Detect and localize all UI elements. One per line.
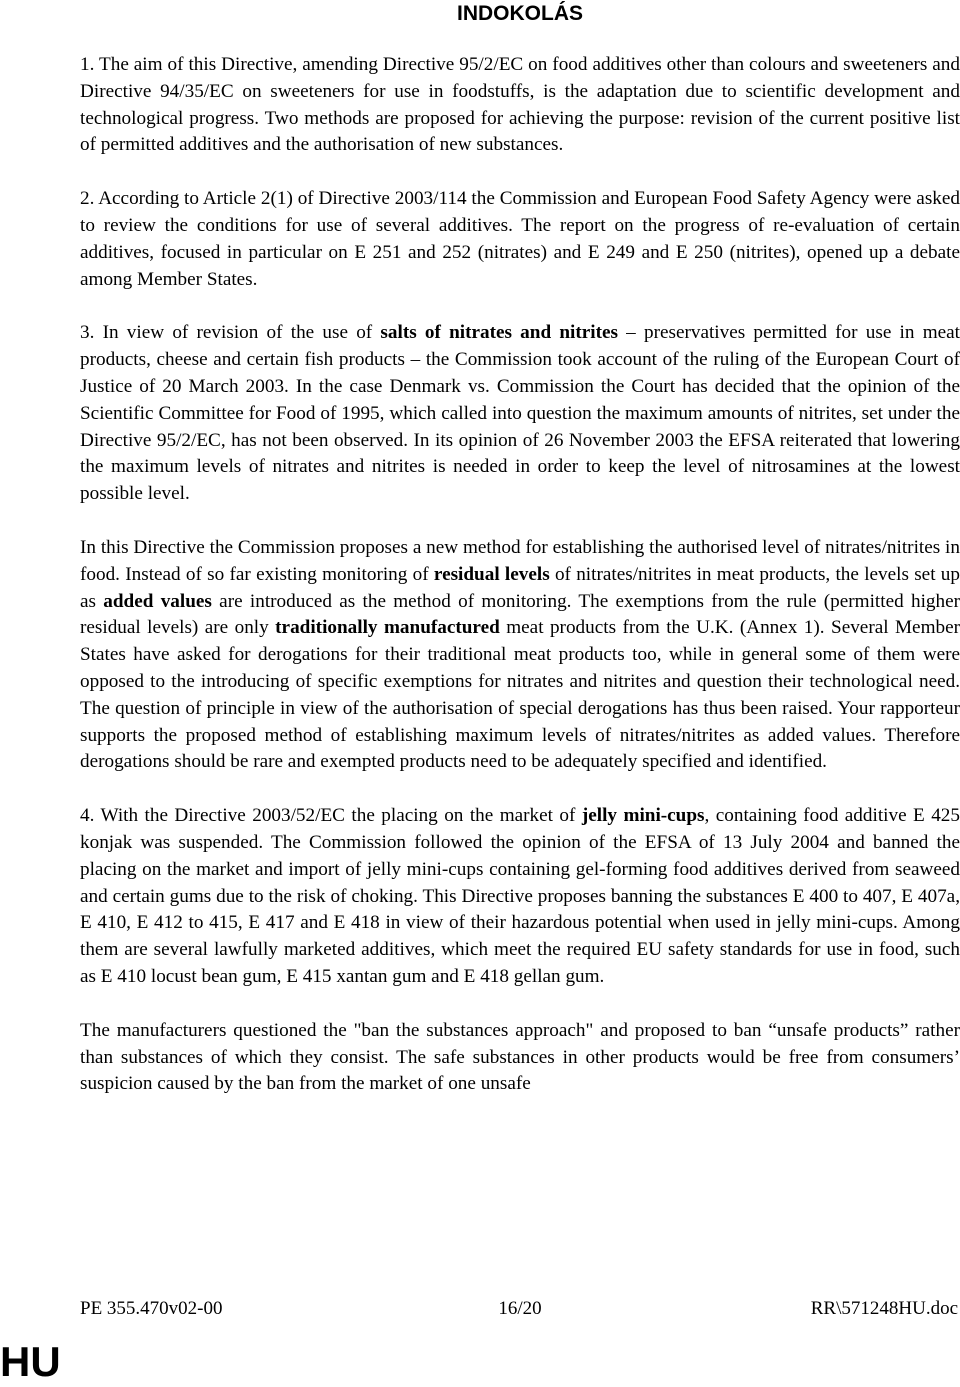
paragraph-3 [80, 320, 960, 508]
language-code: HU [0, 1338, 61, 1385]
text-segment: 4. With the Directive 2003/52/EC the placing on the market of [80, 805, 582, 827]
bold-text: traditionally manufactured [275, 617, 500, 639]
text-segment: 3. In view of revision of the use of [80, 322, 381, 344]
section-heading: INDOKOLÁS [457, 2, 583, 25]
text-segment: 2. According to Article 2(1) of Directive 2003/114 the Commission and European Food Safety Agency were asked to review the conditions for use of several additives. The report on the progress of re-evaluation of certain additives, focused in particular on E 251 and 252 (nitrates) and E 249 and E 250 (nitrites), opened up a debate among Member States. [80, 188, 960, 290]
document-body [80, 52, 960, 1125]
bold-text: salts of nitrates and nitrites [380, 322, 618, 344]
text-segment: , containing food additive E 425 konjak was suspended. The Commission followed the opinion of the EFSA of 13 July 2004 and banned the placing on the market and import of jelly mini-cups containing gel-forming food additives derived from seaweed and certain gums due to the risk of choking. This Directive proposes banning the substances E 400 to 407, E 407a, E 410, E 412 to 415, E 417 and E 418 in view of their hazardous potential when used in jelly mini-cups. Among them are several lawfully marketed additives, which meet the required EU safety standards for use in food, such as E 410 locust bean gum, E 415 xantan gum and E 418 gellan gum. [80, 805, 960, 987]
bold-text: added values [103, 590, 212, 612]
paragraph-2 [80, 186, 960, 293]
text-segment: The manufacturers questioned the "ban the substances approach" and proposed to ban “unsafe products” rather than substances of which they consist. The safe substances in other products would be free from consumers’ suspicion caused by the ban from the market of one unsafe [80, 1019, 960, 1095]
paragraph-6 [80, 1018, 960, 1098]
text-segment: of nitrates/nitrites in meat products, the levels set up as [80, 563, 960, 612]
page-footer [80, 1297, 960, 1321]
text-segment: 1. The aim of this Directive, amending Directive 95/2/EC on food additives other than colours and sweeteners and Directive 94/35/EC on sweeteners for use in foodstuffs, is the adaptation due to scientific development and technological progress. Two methods are proposed for achieving the purpose: revision of the current positive list of permitted additives and the authorisation of new substances. [80, 54, 960, 156]
bold-text: jelly mini-cups [581, 805, 705, 827]
document-reference: PE 355.470v02-00 [80, 1298, 223, 1319]
text-segment: meat products from the U.K. (Annex 1). Several Member States have asked for derogations for their traditional meat products too, while in general some of them were opposed to the introducing of specific exemptions for nitrates and nitrites and question their technological need. The question of principle in view of the authorisation of special derogations has thus been raised. Your rapporteur supports the proposed method of establishing maximum levels of nitrates/nitrites as added values. Therefore derogations should be rare and exempted products need to be adequately specified and identified. [80, 617, 960, 773]
bold-text: residual levels [433, 563, 550, 585]
file-name: RR\571248HU.doc [810, 1298, 958, 1319]
page-number: 16/20 [498, 1298, 542, 1319]
paragraph-4 [80, 535, 960, 776]
text-segment: In this Directive the Commission proposes a new method for establishing the authorised level of nitrates/nitrites in food. Instead of so far existing monitoring of [80, 536, 960, 585]
text-segment: – preservatives permitted for use in meat products, cheese and certain fish products – the Commission took account of the ruling of the European Court of Justice of 20 March 2003. In the case Denmark vs. Commission the Court has decided that the opinion of the Scientific Committee for Food of 1995, which called into question the maximum amounts of nitrites, set under the Directive 95/2/EC, has not been observed. In its opinion of 26 November 2003 the EFSA reiterated that lowering the maximum levels of nitrates and nitrites is needed in order to keep the level of nitrosamines at the lowest possible level. [80, 322, 960, 505]
paragraph-5 [80, 803, 960, 991]
text-segment: are introduced as the method of monitoring. The exemptions from the rule (permitted higher residual levels) are only [80, 590, 960, 639]
paragraph-1 [80, 52, 960, 159]
